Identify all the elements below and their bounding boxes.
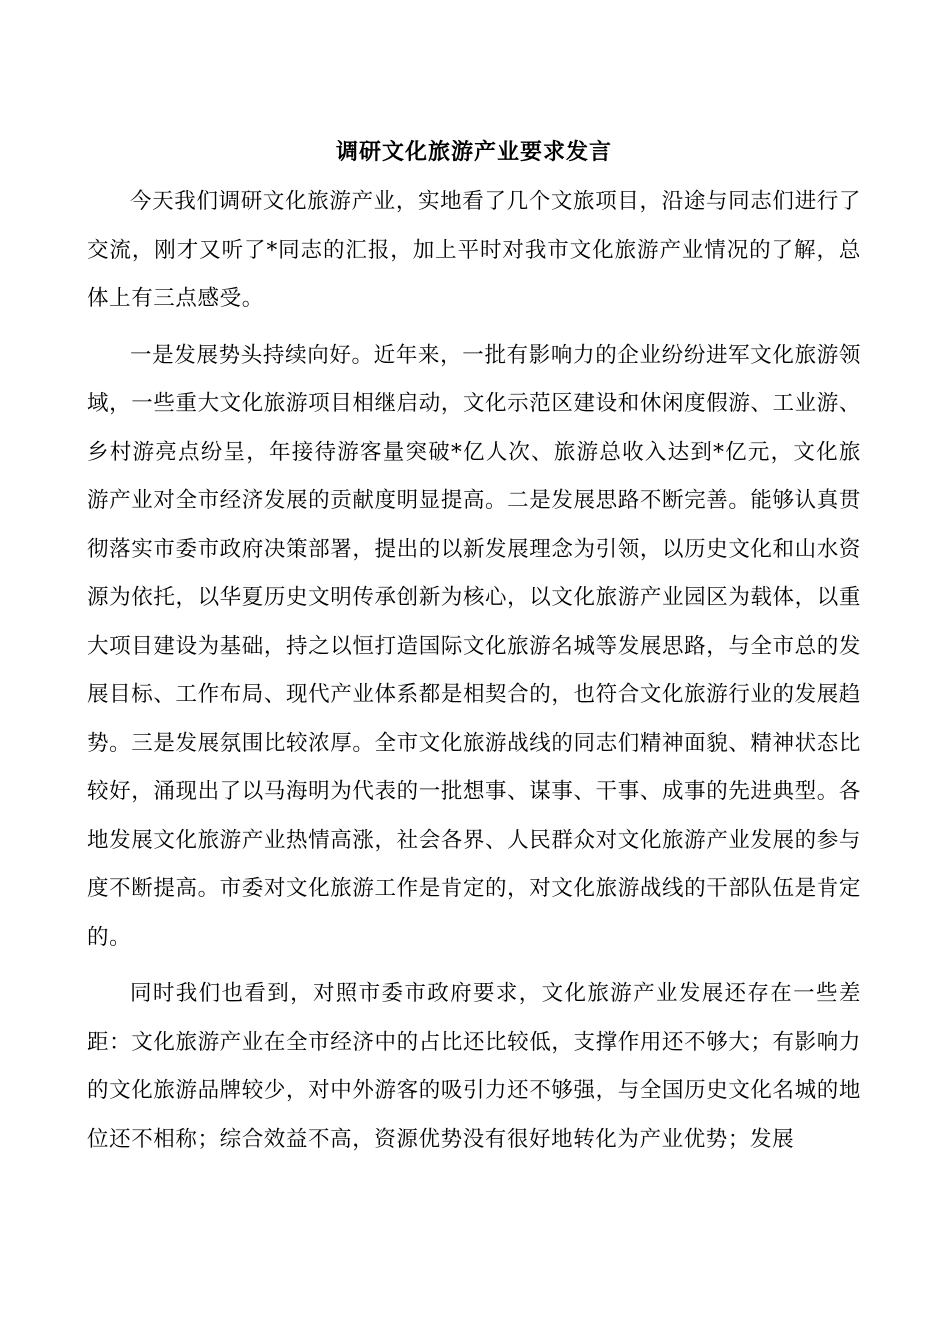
document-title: 调研文化旅游产业要求发言 — [335, 139, 612, 165]
paragraph-achievements: 一是发展势头持续向好。近年来，一批有影响力的企业纷纷进军文化旅游领域，一些重大文化旅游项目相继启动，文化示范区建设和休闲度假游、工业游、乡村游亮点纷呈，年接待游客量突破*亿人次、旅游总收入达到*亿元，文化旅游产业对全市经济发展的贡献度明显提高。二是发展思路不断完善。能够认真贯彻落实市委市政府决策部署，提出的以新发展理念为引领，以历史文化和山水资源为依托，以华夏历史文明传承创新为核心，以文化旅游产业园区为载体，以重大项目建设为基础，持之以恒打造国际文化旅游名城等发展思路，与全市总的发展目标、工作布局、现代产业体系都是相契合的，也符合文化旅游行业的发展趋势。三是发展氛围比较浓厚。全市文化旅游战线的同志们精神面貌、精神状态比较好，涌现出了以马海明为代表的一批想事、谋事、干事、成事的先进典型。各地发展文化旅游产业热情高涨，社会各界、人民群众对文化旅游产业发展的参与度不断提高。市委对文化旅游工作是肯定的，对文化旅游战线的干部队伍是肯定的。 — [87, 342, 861, 950]
paragraph-intro: 今天我们调研文化旅游产业，实地看了几个文旅项目，沿途与同志们进行了交流，刚才又听了*同志的汇报，加上平时对我市文化旅游产业情况的了解，总体上有三点感受。 — [87, 189, 861, 311]
document-body — [87, 132, 861, 1172]
paragraph-gaps: 同时我们也看到，对照市委市政府要求，文化旅游产业发展还存在一些差距：文化旅游产业在全市经济中的占比还比较低，支撑作用还不够大；有影响力的文化旅游品牌较少，对中外游客的吸引力还不够强，与全国历史文化名城的地位还不相称；综合效益不高，资源优势没有很好地转化为产业优势；发展 — [87, 981, 861, 1152]
